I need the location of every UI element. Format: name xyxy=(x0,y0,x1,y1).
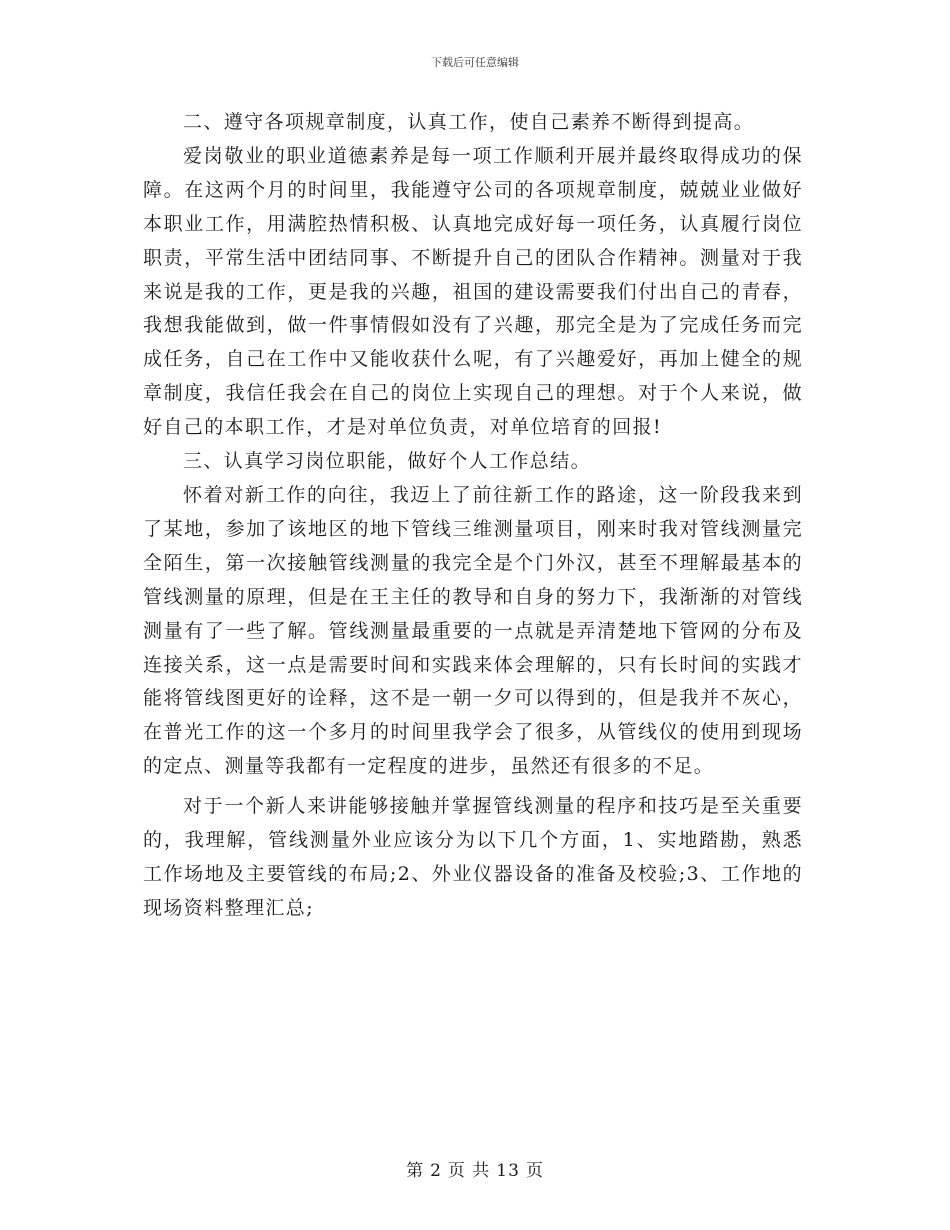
page-header-note: 下载后可任意编辑 xyxy=(431,56,519,69)
footer-label-end: 页 xyxy=(525,1161,544,1181)
paragraph-pipeline-learning: 怀着对新工作的向往，我迈上了前往新工作的路途，这一阶段我来到了某地，参加了该地区的地下管线三维测量项目，刚来时我对管线测量完全陌生，第一次接触管线测量的我完全是个门外汉，甚至不理解最基本的管线测量的原理，但是在王主任的教导和自身的努力下，我渐渐的对管线测量有了一些了解。管线测量最重要的一点就是弄清楚地下管网的分布及连接关系，这一点是需要时间和实践来体会理解的，只有长时间的实践才能将管线图更好的诠释，这不是一朝一夕可以得到的，但是我并不灰心，在普光工作的这一个多月的时间里我学会了很多，从管线仪的使用到现场的定点、测量等我都有一定程度的进步，虽然还有很多的不足。 xyxy=(143,483,803,778)
page-number-footer xyxy=(0,1156,950,1181)
footer-label-page: 第 xyxy=(406,1161,425,1181)
footer-label-of: 页 共 xyxy=(447,1161,491,1181)
paragraph-fieldwork-steps: 对于一个新人来讲能够接触并掌握管线测量的程序和技巧是至关重要的，我理解，管线测量外业应该分为以下几个方面，1、实地踏勘，熟悉工作场地及主要管线的布局;2、外业仪器设备的准备及校验;3、工作地的现场资料整理汇总; xyxy=(143,795,803,919)
footer-total-pages: 13 xyxy=(496,1161,520,1181)
footer-current-page: 2 xyxy=(430,1161,442,1181)
paragraph-dedication: 爱岗敬业的职业道德素养是每一项工作顺利开展并最终取得成功的保障。在这两个月的时间里，我能遵守公司的各项规章制度，兢兢业业做好本职业工作，用满腔热情积极、认真地完成好每一项任务，认真履行岗位职责，平常生活中团结同事、不断提升自己的团队合作精神。测量对于我来说是我的工作，更是我的兴趣，祖国的建设需要我们付出自己的青春，我想我能做到，做一件事情假如没有了兴趣，那完全是为了完成任务而完成任务，自己在工作中又能收获什么呢，有了兴趣爱好，再加上健全的规章制度，我信任我会在自己的岗位上实现自己的理想。对于个人来说，做好自己的本职工作，才是对单位负责，对单位培育的回报! xyxy=(143,144,803,439)
section-heading-3: 三、认真学习岗位职能，做好个人工作总结。 xyxy=(183,450,592,473)
document-body xyxy=(143,106,803,926)
section-heading-2: 二、遵守各项规章制度，认真工作，使自己素养不断得到提高。 xyxy=(183,111,755,133)
